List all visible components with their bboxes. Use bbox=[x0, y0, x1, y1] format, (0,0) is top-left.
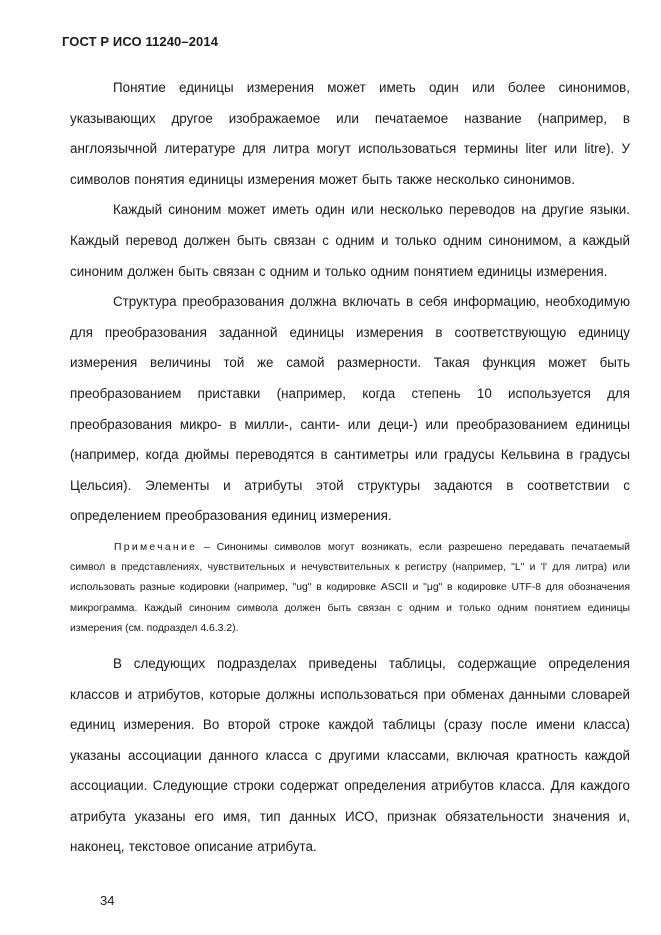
note-text: – Синонимы символов могут возникать, если разрешено передавать печатаемый символ в представлениях, чувствительных и нечувствительных к регистру (например, "L" и 'l' для литра) или использовать разные кодировки (например, "ug" в кодировке ASCII и "μg" в кодировке UTF-8 для обозначения микрограмма. Каждый синоним символа должен быть связан с одним и только одним понятием единицы измерения (см. подраздел 4.6.3.2). bbox=[70, 541, 630, 634]
note-label: Примечание bbox=[114, 541, 198, 553]
paragraph-conversion-structure: Структура преобразования должна включать в себя информацию, необходимую для преобразования заданной единицы измерения в соответствующую единицу измерения величины той же самой размерности. Такая функция может быть преобразованием приставки (например, когда степень 10 используется для преобразования микро- в милли-, санти- или деци-) или преобразованием единицы (например, когда дюймы переводятся в сантиметры или градусы Кельвина в градусы Цельсия). Элементы и атрибуты этой структуры задаются в соответствии с определением преобразования единиц измерения. bbox=[70, 294, 630, 524]
paragraph-synonyms: Понятие единицы измерения может иметь один или более синонимов, указывающих другое изображаемое или печатаемое название (например, в англоязычной литературе для литра могут использоваться термины liter или litre). У символов понятия единицы измерения может быть также несколько синонимов. bbox=[70, 80, 630, 187]
note-block bbox=[70, 538, 630, 639]
page-header-standard-id: ГОСТ Р ИСО 11240–2014 bbox=[62, 34, 219, 49]
paragraph-tables-intro: В следующих подразделах приведены таблицы, содержащие определения классов и атрибутов, которые должны использоваться при обменах данными словарей единиц измерения. Во второй строке каждой таблицы (сразу после имени класса) указаны ассоциации данного класса с другими классами, включая кратность каждой ассоциации. Следующие строки содержат определения атрибутов класса. Для каждого атрибута указаны его имя, тип данных ИСО, признак обязательности значения и, наконец, текстовое описание атрибута. bbox=[70, 655, 630, 855]
document-body bbox=[70, 73, 630, 863]
page-number: 34 bbox=[100, 893, 115, 908]
paragraph-translations: Каждый синоним может иметь один или несколько переводов на другие языки. Каждый перевод должен быть связан с одним и только одним синонимом, а каждый синоним должен быть связан с одним и только одним понятием единицы измерения. bbox=[70, 202, 630, 279]
